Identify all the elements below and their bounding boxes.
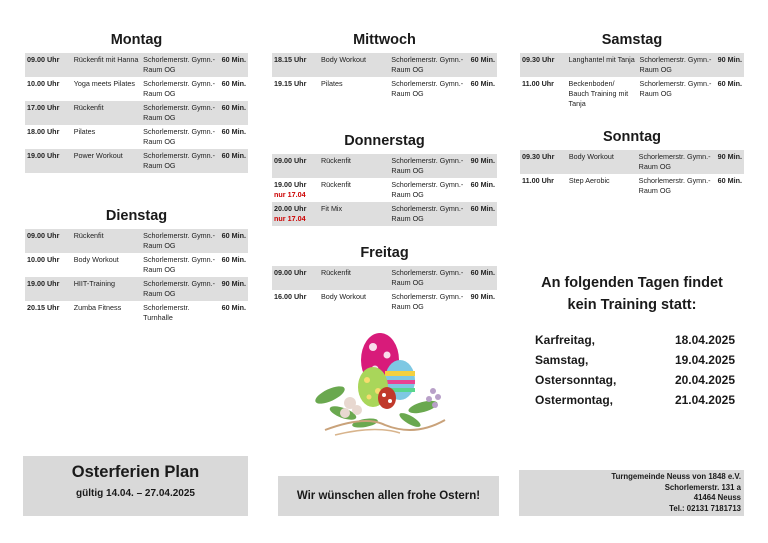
time: 09.00 Uhr (27, 231, 60, 240)
organization-box (519, 470, 744, 516)
closed-day: Ostermontag, (535, 393, 614, 407)
schedule-row (520, 150, 744, 174)
time: 16.00 Uhr (274, 292, 307, 301)
duration-cell: 60 Min. (221, 231, 246, 240)
schedule-row (25, 77, 248, 101)
closed-date-row (535, 350, 735, 370)
course-cell: Zumba Fitness (73, 303, 122, 312)
time: 20.15 Uhr (27, 303, 60, 312)
duration-cell: 60 Min. (717, 176, 742, 185)
time-cell (272, 154, 319, 178)
duration-cell: 60 Min. (470, 79, 495, 88)
date-note: nur 17.04 (274, 214, 306, 223)
time: 10.00 Uhr (27, 79, 60, 88)
day-dienstag (25, 208, 248, 325)
closed-date: 20.04.2025 (674, 373, 735, 387)
time: 18.00 Uhr (27, 127, 60, 136)
time-cell (272, 266, 319, 290)
location-cell: Schorlemerstr. Gymn.-Raum OG (143, 279, 216, 298)
duration-cell: 90 Min. (221, 279, 246, 288)
plan-validity: gültig 14.04. – 27.04.2025 (76, 488, 195, 499)
schedule-row (25, 253, 248, 277)
course-cell: Rückenfit mit Hanna (73, 55, 139, 64)
day-title: Montag (110, 32, 163, 48)
schedule-table (272, 154, 497, 226)
course-cell: Body Workout (321, 55, 367, 64)
course-cell: Yoga meets Pilates (73, 79, 135, 88)
schedule-table (25, 229, 248, 325)
duration-cell: 60 Min. (221, 151, 246, 160)
time-cell (520, 53, 567, 77)
schedule-row (272, 53, 497, 77)
duration-cell: 60 Min. (470, 180, 495, 189)
schedule-row (25, 125, 248, 149)
course-cell: Body Workout (73, 255, 119, 264)
time: 09.30 Uhr (522, 55, 555, 64)
greeting-text: Wir wünschen allen frohe Ostern! (296, 490, 481, 502)
duration-cell: 90 Min. (717, 152, 742, 161)
location-cell: Schorlemerstr. Gymn.-Raum OG (143, 255, 216, 274)
schedule-row (25, 301, 248, 325)
schedule-row (25, 277, 248, 301)
time-cell (272, 77, 319, 101)
course-cell: HIIT-Training (73, 279, 115, 288)
plan-title: Osterferien Plan (71, 463, 200, 481)
closed-date: 18.04.2025 (674, 333, 735, 347)
location-cell: Schorlemerstr. Gymn.-Raum OG (143, 79, 216, 98)
time: 19.15 Uhr (274, 79, 307, 88)
day-mittwoch (272, 32, 497, 101)
location-cell: Schorlemerstr. Gymn.-Raum OG (391, 156, 464, 175)
time: 10.00 Uhr (27, 255, 60, 264)
time-cell (272, 202, 319, 226)
time-cell (25, 149, 72, 173)
notice-line2: kein Training statt: (567, 297, 697, 313)
time-cell (25, 277, 72, 301)
time: 19.00 Uhr (27, 279, 60, 288)
closed-date-row (535, 370, 735, 390)
day-title: Mittwoch (353, 32, 416, 48)
org-phone: Tel.: 02131 7181713 (669, 503, 741, 513)
course-cell: Rückenfit (320, 180, 351, 189)
time-cell (25, 229, 72, 253)
closed-date-row (535, 330, 735, 350)
course-cell: Step Aerobic (568, 176, 610, 185)
time: 11.00 Uhr (522, 79, 554, 88)
time-cell (25, 77, 72, 101)
time-cell (520, 150, 567, 174)
course-cell: Fit Mix (320, 204, 343, 213)
day-title: Sonntag (603, 129, 661, 145)
location-cell: Schorlemerstr. Gymn.-Raum OG (143, 103, 216, 122)
schedule-row (520, 174, 744, 198)
closed-day: Ostersonntag, (535, 373, 617, 387)
day-montag (25, 32, 248, 173)
location-cell: Schorlemerstr. Gymn.-Raum OG (391, 55, 464, 74)
location-cell: Schorlemerstr. Gymn.-Raum OG (143, 55, 216, 74)
course-cell: Body Workout (568, 152, 614, 161)
schedule-table (272, 266, 497, 314)
date-note: nur 17.04 (274, 190, 306, 199)
org-name: Turngemeinde Neuss von 1848 e.V. (611, 472, 741, 481)
course-cell: Pilates (321, 79, 343, 88)
org-city: 41464 Neuss (693, 493, 741, 502)
schedule-row (25, 149, 248, 173)
time: 09.00 Uhr (27, 55, 60, 64)
closed-date-row (535, 390, 735, 410)
location-cell: Schorlemerstr. Gymn.-Raum OG (391, 268, 464, 287)
closed-date: 21.04.2025 (674, 393, 735, 407)
time-cell (520, 174, 567, 198)
closed-date: 19.04.2025 (674, 353, 735, 367)
day-title: Freitag (360, 245, 409, 261)
duration-cell: 60 Min. (221, 55, 246, 64)
duration-cell: 90 Min. (470, 292, 495, 301)
greeting-box (278, 476, 499, 516)
schedule-row (272, 290, 497, 314)
time: 17.00 Uhr (27, 103, 60, 112)
schedule-row (520, 77, 744, 111)
schedule-row (25, 229, 248, 253)
day-title: Donnerstag (344, 133, 425, 149)
location-cell: Schorlemerstr. Gymn.-Raum OG (391, 292, 464, 311)
schedule-row (272, 266, 497, 290)
time-cell (25, 253, 72, 277)
plan-box (23, 456, 248, 516)
time-cell (25, 125, 72, 149)
duration-cell: 60 Min. (221, 79, 246, 88)
duration-cell: 90 Min. (470, 156, 495, 165)
schedule-row (520, 53, 744, 77)
course-cell: Rückenfit (73, 231, 104, 240)
location-cell: Schorlemerstr. Gymn.-Raum OG (639, 79, 712, 98)
location-cell: Schorlemerstr. Gymn.-Raum OG (391, 79, 464, 98)
closed-dates-list (535, 330, 735, 410)
duration-cell: 60 Min. (221, 303, 246, 312)
location-cell: Schorlemerstr. Gymn.-Raum OG (391, 180, 464, 199)
time-cell (25, 301, 72, 325)
org-street: Schorlemerstr. 131 a (664, 482, 741, 492)
schedule-table (520, 53, 744, 111)
time: 09.00 Uhr (274, 268, 307, 277)
day-sonntag (520, 129, 744, 198)
day-freitag (272, 245, 497, 314)
location-cell: Schorlemerstr. Gymn.- Raum OG (143, 127, 216, 146)
location-cell: Schorlemerstr. Gymn.- Raum OG (143, 151, 216, 170)
schedule-table (520, 150, 744, 198)
time-cell (272, 290, 319, 314)
time: 18.15 Uhr (274, 55, 307, 64)
duration-cell: 60 Min. (470, 268, 495, 277)
time-cell (272, 178, 319, 202)
location-cell: Schorlemerstr. Gymn.-Raum OG (638, 152, 711, 171)
course-cell: Power Workout (73, 151, 123, 160)
duration-cell: 60 Min. (221, 255, 246, 264)
day-title: Samstag (601, 32, 663, 48)
duration-cell: 60 Min. (470, 204, 495, 213)
time: 20.00 Uhr (274, 204, 307, 213)
time-cell (272, 53, 319, 77)
schedule-row (25, 53, 248, 77)
schedule-table (272, 53, 497, 101)
closed-day: Samstag, (535, 353, 589, 367)
course-cell: Rückenfit (320, 268, 351, 277)
schedule-row (25, 101, 248, 125)
time: 11.00 Uhr (522, 176, 554, 185)
course-cell: Beckenboden/ Bauch Training mit Tanja (568, 79, 629, 108)
location-cell: Schorlemerstr. Gymn.-Raum OG (638, 176, 711, 195)
notice-line1: An folgenden Tagen findet (541, 275, 723, 291)
course-cell: Rückenfit (320, 156, 351, 165)
time: 09.30 Uhr (522, 152, 555, 161)
duration-cell: 90 Min. (717, 55, 742, 64)
duration-cell: 60 Min. (221, 127, 246, 136)
schedule-row (272, 154, 497, 178)
day-donnerstag (272, 133, 497, 226)
schedule-row (272, 77, 497, 101)
location-cell: Schorlemerstr. Gymn.-Raum OG (143, 231, 216, 250)
course-cell: Pilates (73, 127, 96, 136)
schedule-row (272, 178, 497, 202)
duration-cell: 60 Min. (221, 103, 246, 112)
notice-title (522, 272, 742, 316)
location-cell: Schorlemerstr. Gymn.-Raum OG (639, 55, 712, 74)
time: 19.00 Uhr (27, 151, 60, 160)
time: 19.00 Uhr (274, 180, 307, 189)
time-cell (25, 53, 72, 77)
easter-eggs-illustration (305, 325, 465, 445)
course-cell: Langhantel mit Tanja (568, 55, 635, 64)
time-cell (25, 101, 72, 125)
course-cell: Rückenfit (73, 103, 104, 112)
duration-cell: 60 Min. (470, 55, 495, 64)
day-samstag (520, 32, 744, 111)
closed-day: Karfreitag, (535, 333, 596, 347)
schedule-row (272, 202, 497, 226)
time: 09.00 Uhr (274, 156, 307, 165)
duration-cell: 60 Min. (717, 79, 742, 88)
day-title: Dienstag (105, 208, 168, 224)
location-cell: Schorlemerstr. Turnhalle (143, 303, 190, 322)
course-cell: Body Workout (320, 292, 366, 301)
location-cell: Schorlemerstr. Gymn.-Raum OG (391, 204, 464, 223)
schedule-table (25, 53, 248, 173)
time-cell (520, 77, 567, 111)
